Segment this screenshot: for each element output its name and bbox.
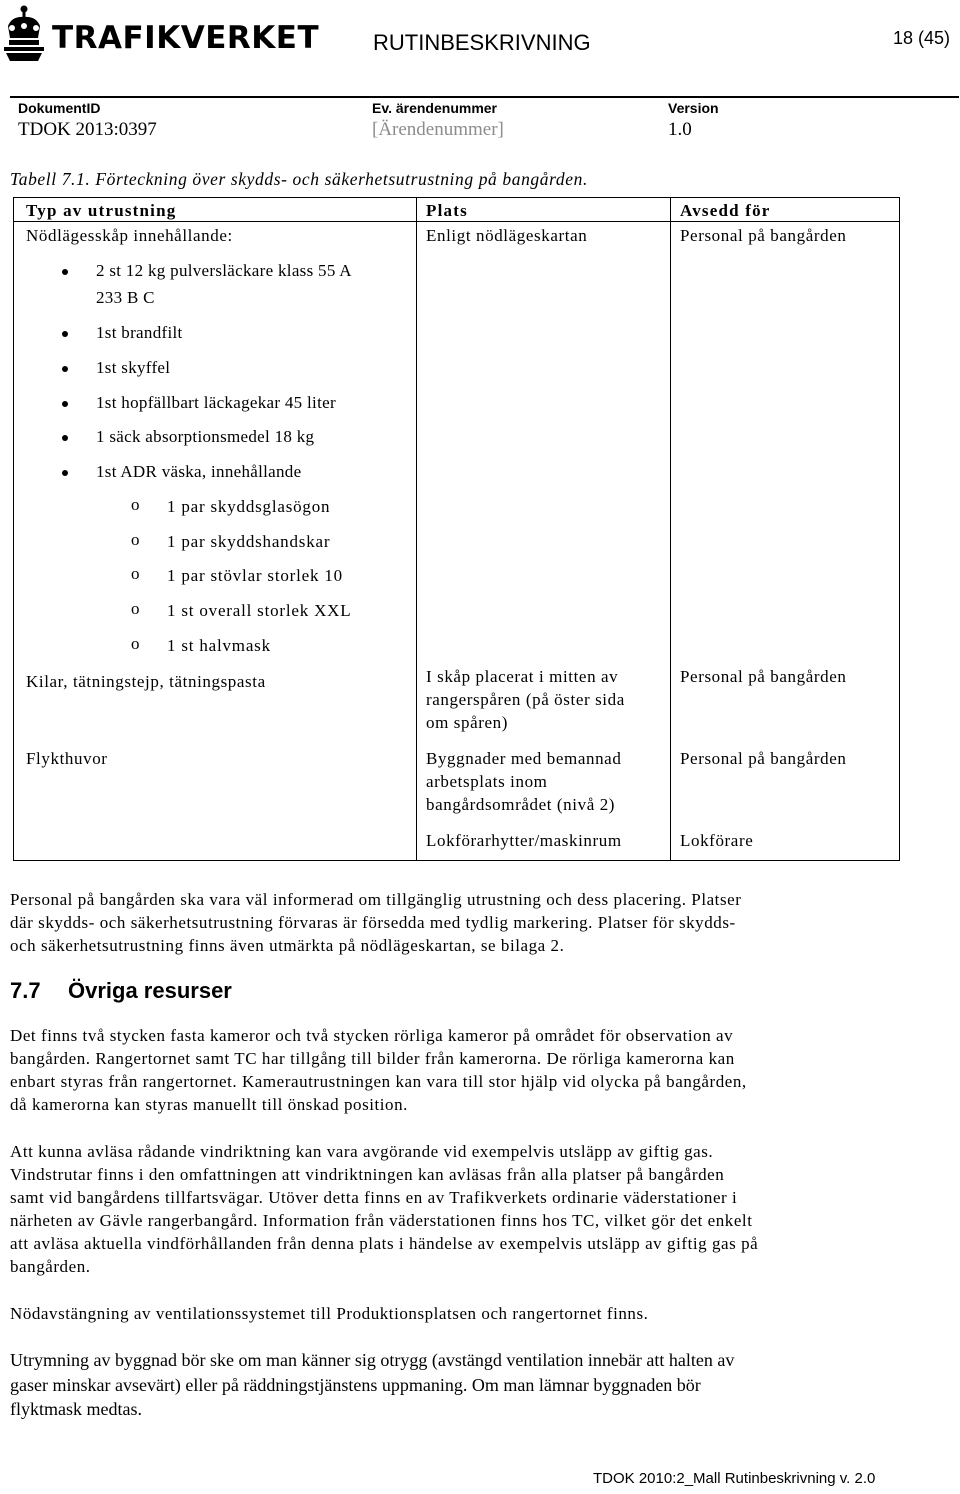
bullet-icon <box>62 401 68 407</box>
paragraph-line: flyktmask medtas. <box>10 1399 142 1419</box>
list-item: 1st brandfilt <box>96 323 183 342</box>
equipment-table <box>13 197 900 861</box>
sub-list-item: 1 st overall storlek XXL <box>167 601 352 620</box>
paragraph-line: Att kunna avläsa rådande vindriktning kan vara avgörande vid exempelvis utsläpp av giftig gas. <box>10 1142 714 1161</box>
paragraph-line: Vindstrutar finns i den omfattningen att vindriktningen kan avläsas från alla platser på bangården <box>10 1165 725 1184</box>
logo-wordmark: TRAFIKVERKET <box>52 20 320 56</box>
section-title: Övriga resurser <box>68 978 232 1003</box>
bullet-icon <box>62 435 68 441</box>
row2-for: Personal på bangården <box>680 667 847 686</box>
row3-place-line: arbetsplats inom <box>426 772 548 791</box>
sub-list-item: 1 st halvmask <box>167 636 271 655</box>
sub-bullet-icon: o <box>131 530 140 549</box>
paragraph-cameras <box>10 1024 950 1116</box>
row3-type: Flykthuvor <box>26 749 108 768</box>
paragraph-line: och säkerhetsutrustning finns även utmärkta på nödlägeskartan, se bilaga 2. <box>10 936 565 955</box>
list-item: 1 säck absorptionsmedel 18 kg <box>96 427 315 446</box>
row2-place-line: rangerspåren (på öster sida <box>426 690 625 709</box>
list-item-continuation: 233 B C <box>96 288 155 307</box>
paragraph-line: Personal på bangården ska vara väl informerad om tillgänglig utrustning och dess placering. Platser <box>10 890 742 909</box>
trafikverket-logo <box>2 4 320 62</box>
column-header-place: Plats <box>426 201 468 220</box>
paragraph-line: bangården. Rangertornet samt TC har tillgång till bilder från kamerorna. De rörliga kamerorna kan <box>10 1049 735 1068</box>
row1-type: Nödlägesskåp innehållande: <box>26 226 233 245</box>
paragraph-line: bangården. <box>10 1257 91 1276</box>
table-caption: Tabell 7.1. Förteckning över skydds- och säkerhetsutrustning på bangården. <box>10 169 588 189</box>
section-heading <box>10 978 232 1004</box>
bullet-icon <box>62 366 68 372</box>
bullet-icon <box>62 470 68 476</box>
list-item: 1st skyffel <box>96 358 171 377</box>
meta-value-documentid: TDOK 2013:0397 <box>18 119 157 140</box>
paragraph-line: samt vid bangårdens tillfartsvägar. Utöver detta finns en av Trafikverkets ordinarie väderstationer i <box>10 1188 738 1207</box>
row2-place-line: I skåp placerat i mitten av <box>426 667 619 686</box>
sub-list-item: 1 par stövlar storlek 10 <box>167 566 343 585</box>
row3-place-line: Byggnader med bemannad <box>426 749 622 768</box>
list-item: 2 st 12 kg pulversläckare klass 55 A <box>96 261 352 280</box>
paragraph-line: Det finns två stycken fasta kameror och två stycken rörliga kameror på området för observation av <box>10 1026 734 1045</box>
meta-label-documentid: DokumentID <box>18 100 101 116</box>
document-type: RUTINBESKRIVNING <box>373 30 591 55</box>
paragraph-line: då kamerorna kan styras manuellt till önskad position. <box>10 1095 408 1114</box>
list-item: 1st hopfällbart läckagekar 45 liter <box>96 393 336 412</box>
meta-label-version: Version <box>668 100 719 116</box>
bullet-icon <box>62 269 68 275</box>
paragraph-line: där skydds- och säkerhetsutrustning förvaras är försedda med tydlig markering. Platser för skydds- <box>10 913 736 932</box>
sub-bullet-icon: o <box>131 495 140 514</box>
column-header-for: Avsedd för <box>680 201 771 220</box>
column-divider <box>670 198 671 860</box>
sub-bullet-icon: o <box>131 599 140 618</box>
paragraph-line: att avläsa aktuella vindförhållanden från denna plats i händelse av exempelvis utsläpp av giftig gas på <box>10 1234 759 1253</box>
column-header-type: Typ av utrustning <box>26 201 177 220</box>
page-number: 18 (45) <box>893 28 951 48</box>
row4-place: Lokförarhytter/maskinrum <box>426 831 622 850</box>
row1-place: Enligt nödlägeskartan <box>426 226 588 245</box>
paragraph-ventilation: Nödavstängning av ventilationssystemet till Produktionsplatsen och rangertornet finns. <box>10 1304 649 1323</box>
paragraph-line: gaser minskar avsevärt) eller på räddningstjänstens uppmaning. Om man lämnar byggnaden bör <box>10 1374 701 1395</box>
row4-for: Lokförare <box>680 831 754 850</box>
crown-icon <box>2 4 46 62</box>
sub-list-item: 1 par skyddsglasögon <box>167 497 331 516</box>
row2-place-line: om spåren) <box>426 713 509 732</box>
page-footer: TDOK 2010:2_Mall Rutinbeskrivning v. 2.0 <box>593 1470 876 1487</box>
row1-for: Personal på bangården <box>680 226 847 245</box>
bullet-icon <box>62 331 68 337</box>
row3-for: Personal på bangården <box>680 749 847 768</box>
row3-place-line: bangårdsområdet (nivå 2) <box>426 795 616 814</box>
section-number: 7.7 <box>10 978 41 1003</box>
paragraph-line: enbart styras från rangertornet. Kamerautrustningen kan vara till stor hjälp vid olycka på bangården, <box>10 1072 747 1091</box>
meta-value-arendenummer: [Ärendenummer] <box>372 119 504 140</box>
list-item: 1st ADR väska, innehållande <box>96 462 302 481</box>
paragraph-line: närheten av Gävle rangerbangård. Information från väderstationen finns hos TC, vilket gör det enkelt <box>10 1211 753 1230</box>
meta-label-arendenummer: Ev. ärendenummer <box>372 100 498 116</box>
meta-value-version: 1.0 <box>668 119 692 140</box>
paragraph-line: Utrymning av byggnad bör ske om man känner sig otrygg (avstängd ventilation innebär att halten av <box>10 1350 735 1370</box>
sub-bullet-icon: o <box>131 564 140 583</box>
header-divider <box>10 96 959 98</box>
row2-type: Kilar, tätningstejp, tätningspasta <box>26 672 266 691</box>
sub-bullet-icon: o <box>131 634 140 653</box>
paragraph-equipment-info <box>10 888 950 957</box>
column-divider <box>416 198 417 860</box>
sub-list-item: 1 par skyddshandskar <box>167 532 331 551</box>
paragraph-wind <box>10 1140 950 1278</box>
paragraph-evacuation <box>10 1348 950 1422</box>
